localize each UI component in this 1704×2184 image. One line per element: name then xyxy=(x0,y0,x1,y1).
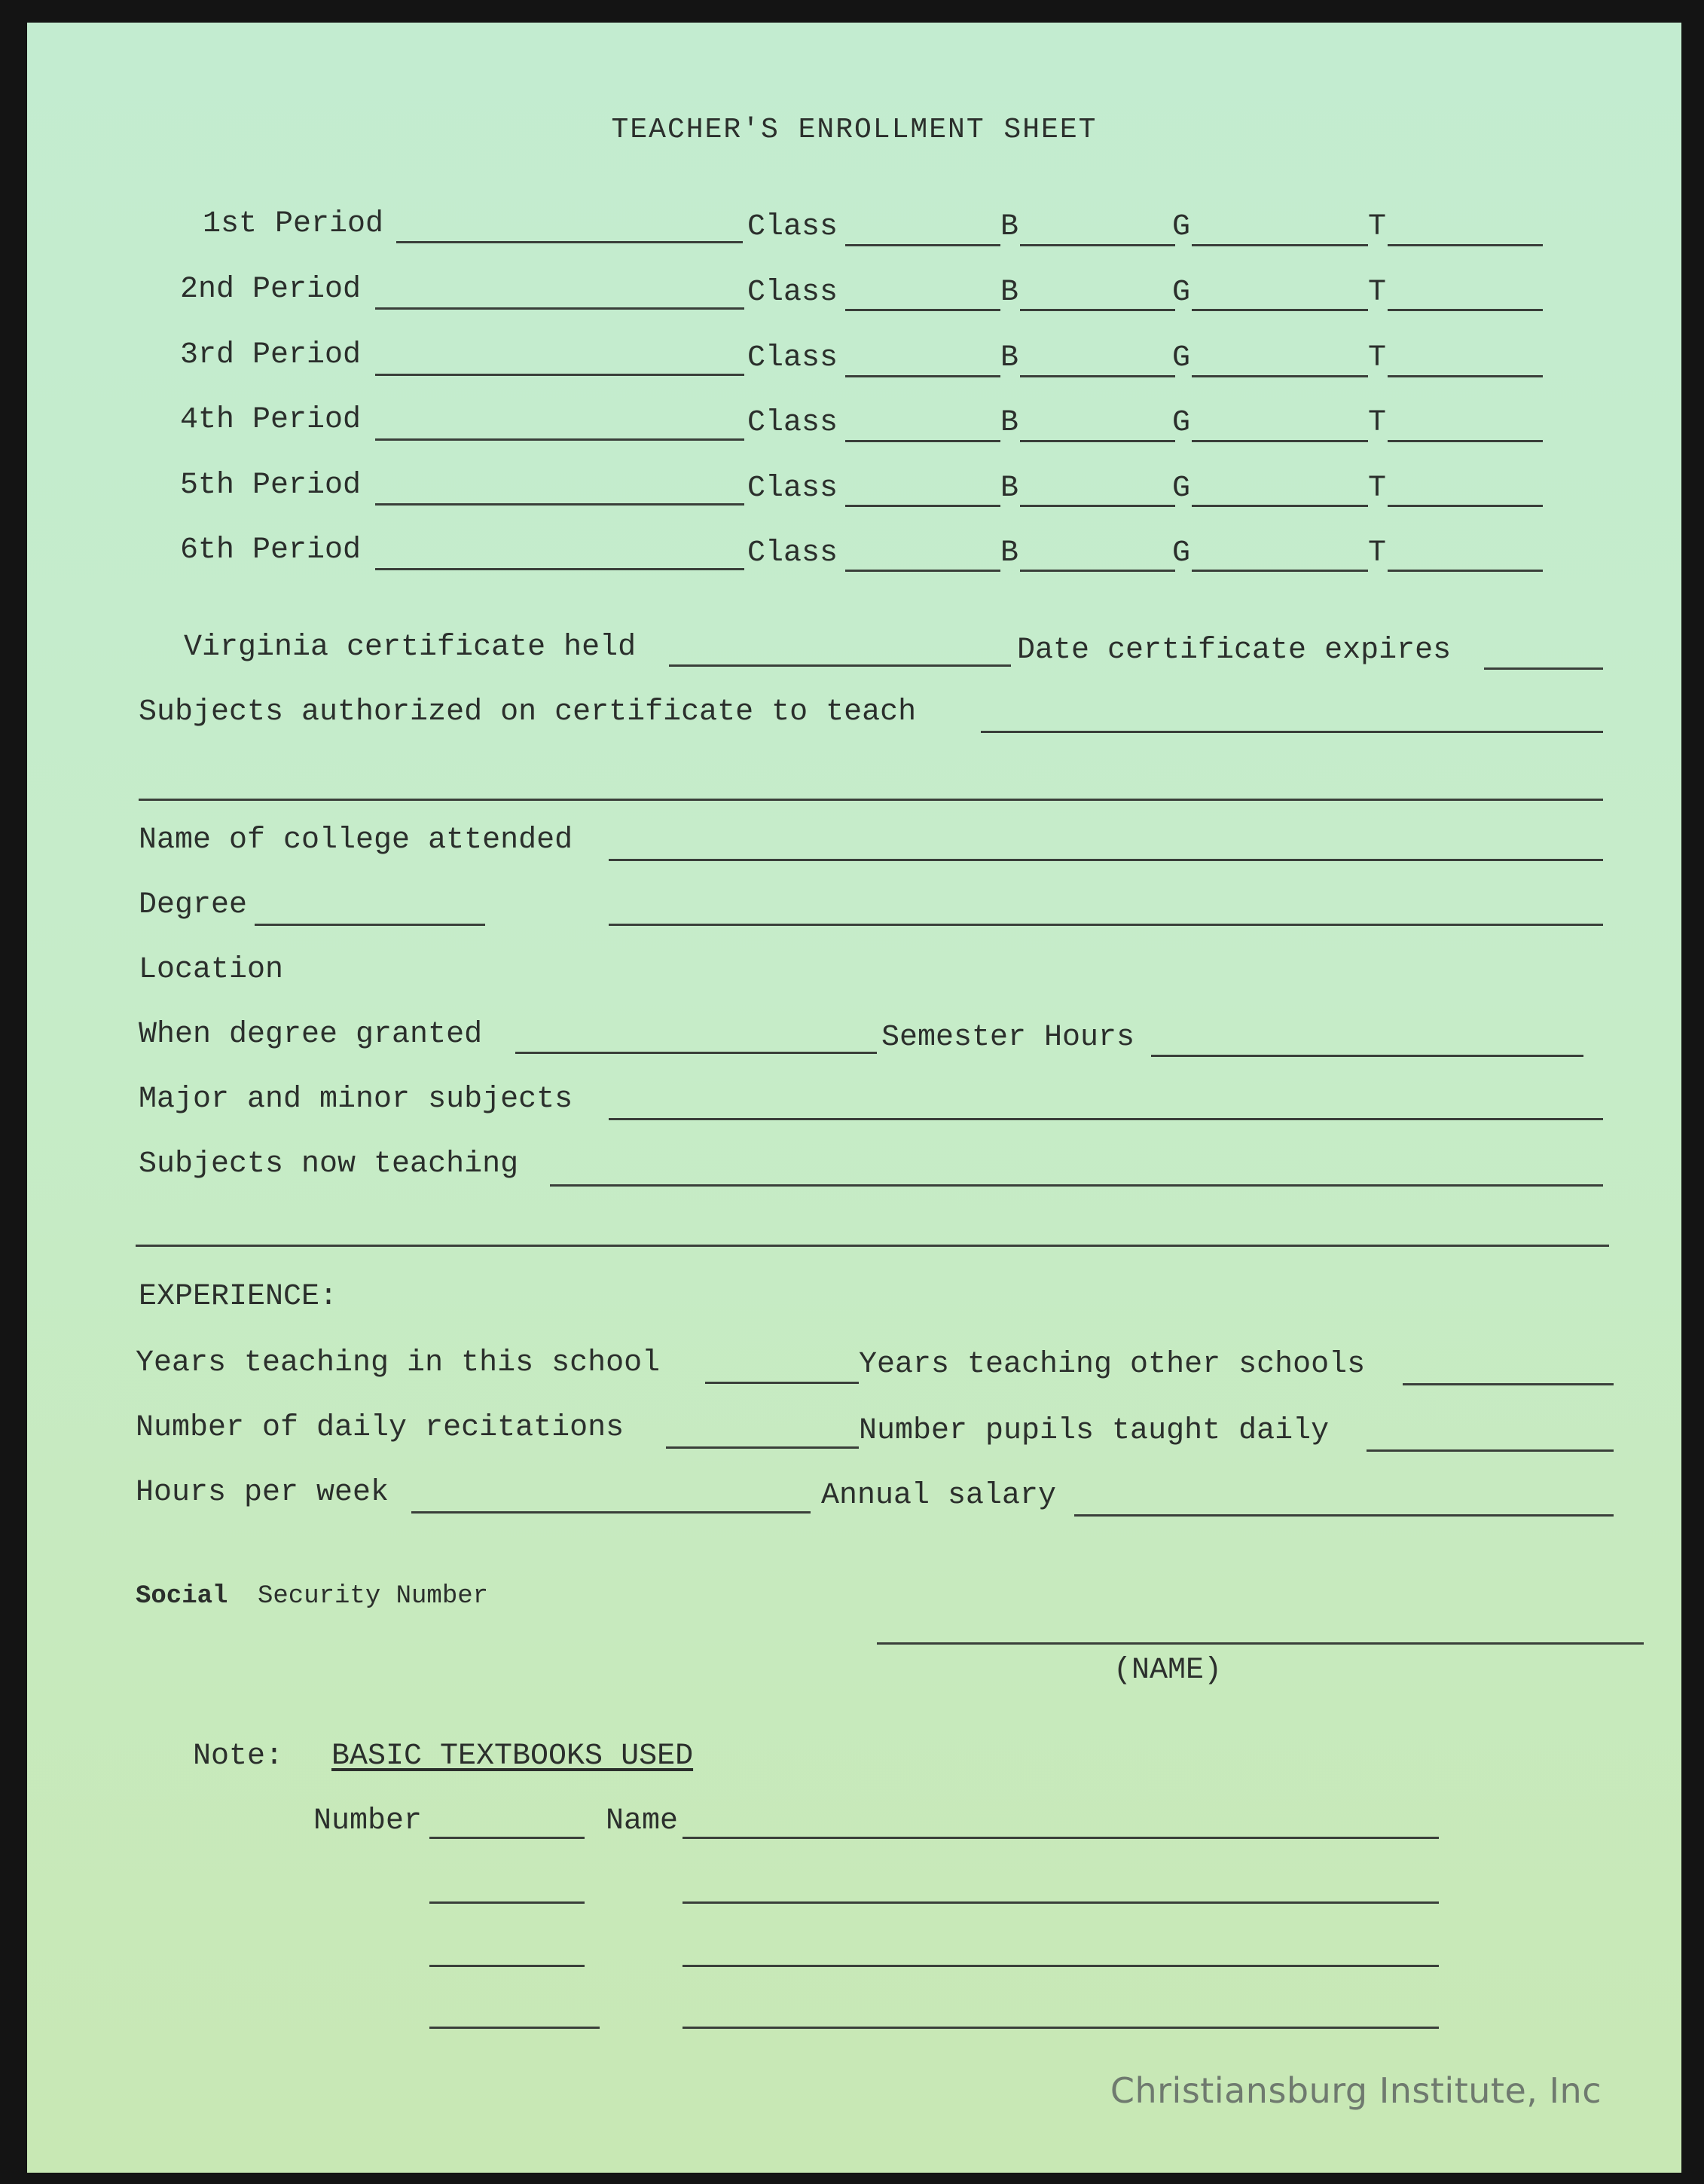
b-label-2: B xyxy=(1000,276,1019,310)
number-label: Number xyxy=(313,1804,423,1838)
name-label: Name xyxy=(606,1804,679,1838)
subjects-authorized-label: Subjects authorized on certificate to teach xyxy=(139,695,917,729)
class-label-4: Class xyxy=(747,406,838,440)
period-blank-6[interactable] xyxy=(375,568,744,570)
degree-label: Degree xyxy=(139,888,248,922)
subjects-now-label: Subjects now teaching xyxy=(139,1147,519,1181)
years-this-label: Years teaching in this school xyxy=(136,1346,661,1380)
textbook-name-blank-2[interactable] xyxy=(683,1901,1439,1904)
g-blank-6[interactable] xyxy=(1192,570,1368,572)
years-other-blank[interactable] xyxy=(1403,1383,1614,1385)
archive-watermark: Christiansburg Institute, Inc xyxy=(1110,2070,1602,2111)
b-label-3: B xyxy=(1000,341,1019,375)
t-blank-6[interactable] xyxy=(1388,570,1543,572)
b-label-1: B xyxy=(1000,210,1019,244)
social-security-label: Security Number xyxy=(258,1582,489,1611)
subjects-authorized-blank[interactable] xyxy=(981,731,1603,733)
degree-blank[interactable] xyxy=(255,924,485,926)
t-label-4: T xyxy=(1368,406,1387,440)
g-label-1: G xyxy=(1172,210,1191,244)
subjects-authorized-blank-2[interactable] xyxy=(139,799,1603,801)
textbook-number-blank-3[interactable] xyxy=(429,1965,585,1967)
recitations-blank[interactable] xyxy=(666,1446,859,1449)
t-blank-5[interactable] xyxy=(1388,505,1543,507)
when-granted-label: When degree granted xyxy=(139,1018,483,1052)
t-blank-2[interactable] xyxy=(1388,309,1543,311)
location-label: Location xyxy=(139,953,284,987)
period-label-1: 1st Period xyxy=(203,207,384,241)
b-label-6: B xyxy=(1000,536,1019,570)
b-blank-5[interactable] xyxy=(1020,505,1175,507)
g-label-4: G xyxy=(1172,406,1191,440)
class-label-3: Class xyxy=(747,341,838,375)
years-this-blank[interactable] xyxy=(705,1382,859,1384)
period-label-5: 5th Period xyxy=(180,469,362,502)
t-label-1: T xyxy=(1368,210,1387,244)
period-blank-1[interactable] xyxy=(396,241,743,243)
t-label-3: T xyxy=(1368,341,1387,375)
class-blank-5[interactable] xyxy=(845,505,1000,507)
b-blank-3[interactable] xyxy=(1020,375,1175,377)
textbooks-heading: BASIC TEXTBOOKS USED xyxy=(331,1740,694,1773)
period-label-4: 4th Period xyxy=(180,403,362,437)
virginia-cert-blank[interactable] xyxy=(669,664,1011,667)
enrollment-sheet xyxy=(27,23,1681,2173)
years-other-label: Years teaching other schools xyxy=(859,1348,1366,1382)
b-blank-6[interactable] xyxy=(1020,570,1175,572)
textbook-name-blank-1[interactable] xyxy=(683,1837,1439,1839)
g-blank-4[interactable] xyxy=(1192,440,1368,442)
hours-label: Hours per week xyxy=(136,1476,389,1510)
class-blank-1[interactable] xyxy=(845,244,1000,246)
period-label-3: 3rd Period xyxy=(180,338,362,372)
g-label-3: G xyxy=(1172,341,1191,375)
textbook-name-blank-3[interactable] xyxy=(683,1965,1439,1967)
period-label-2: 2nd Period xyxy=(180,273,362,307)
b-blank-2[interactable] xyxy=(1020,309,1175,311)
class-label-6: Class xyxy=(747,536,838,570)
when-granted-blank[interactable] xyxy=(515,1052,877,1054)
class-blank-3[interactable] xyxy=(845,375,1000,377)
note-label: Note: xyxy=(193,1740,284,1773)
experience-heading: EXPERIENCE: xyxy=(139,1280,338,1314)
name-caption: (NAME) xyxy=(1113,1654,1223,1688)
subjects-now-blank-2[interactable] xyxy=(136,1245,1609,1247)
class-blank-6[interactable] xyxy=(845,570,1000,572)
g-label-6: G xyxy=(1172,536,1191,570)
pupils-label: Number pupils taught daily xyxy=(859,1414,1330,1448)
name-signature-line[interactable] xyxy=(877,1642,1644,1645)
textbook-number-blank-4[interactable] xyxy=(429,2027,600,2029)
college-blank[interactable] xyxy=(609,859,1603,861)
subjects-now-blank[interactable] xyxy=(550,1184,1603,1187)
t-blank-1[interactable] xyxy=(1388,244,1543,246)
b-blank-1[interactable] xyxy=(1020,244,1175,246)
b-blank-4[interactable] xyxy=(1020,440,1175,442)
textbook-number-blank-2[interactable] xyxy=(429,1901,585,1904)
sheet-title: TEACHER'S ENROLLMENT SHEET xyxy=(611,114,1098,146)
pupils-blank[interactable] xyxy=(1367,1449,1614,1452)
college-label: Name of college attended xyxy=(139,823,573,857)
g-label-5: G xyxy=(1172,472,1191,506)
class-blank-4[interactable] xyxy=(845,440,1000,442)
virginia-cert-label: Virginia certificate held xyxy=(184,631,637,664)
g-label-2: G xyxy=(1172,276,1191,310)
class-label-2: Class xyxy=(747,276,838,310)
social-prefix: Social xyxy=(136,1582,228,1611)
period-blank-3[interactable] xyxy=(375,374,744,376)
period-label-6: 6th Period xyxy=(180,533,362,567)
class-label-1: Class xyxy=(747,210,838,244)
b-label-5: B xyxy=(1000,472,1019,506)
major-minor-label: Major and minor subjects xyxy=(139,1083,573,1116)
g-blank-3[interactable] xyxy=(1192,375,1368,377)
b-label-4: B xyxy=(1000,406,1019,440)
period-blank-4[interactable] xyxy=(375,438,744,441)
class-blank-2[interactable] xyxy=(845,309,1000,311)
hours-blank[interactable] xyxy=(411,1511,811,1514)
salary-blank[interactable] xyxy=(1074,1514,1614,1517)
semester-hours-label: Semester Hours xyxy=(881,1021,1135,1055)
t-label-2: T xyxy=(1368,276,1387,310)
cert-expires-blank[interactable] xyxy=(1484,667,1603,670)
degree-extra-blank[interactable] xyxy=(609,924,1603,926)
period-blank-2[interactable] xyxy=(375,307,744,310)
recitations-label: Number of daily recitations xyxy=(136,1411,624,1445)
t-label-6: T xyxy=(1368,536,1387,570)
salary-label: Annual salary xyxy=(821,1479,1057,1513)
major-minor-blank[interactable] xyxy=(609,1118,1603,1120)
g-blank-2[interactable] xyxy=(1192,309,1368,311)
t-blank-4[interactable] xyxy=(1388,440,1543,442)
textbook-name-blank-4[interactable] xyxy=(683,2027,1439,2029)
t-label-5: T xyxy=(1368,472,1387,506)
g-blank-1[interactable] xyxy=(1192,244,1368,246)
semester-hours-blank[interactable] xyxy=(1151,1055,1583,1057)
textbook-number-blank-1[interactable] xyxy=(429,1837,585,1839)
g-blank-5[interactable] xyxy=(1192,505,1368,507)
cert-expires-label: Date certificate expires xyxy=(1017,634,1452,667)
class-label-5: Class xyxy=(747,472,838,506)
period-blank-5[interactable] xyxy=(375,503,744,506)
t-blank-3[interactable] xyxy=(1388,375,1543,377)
